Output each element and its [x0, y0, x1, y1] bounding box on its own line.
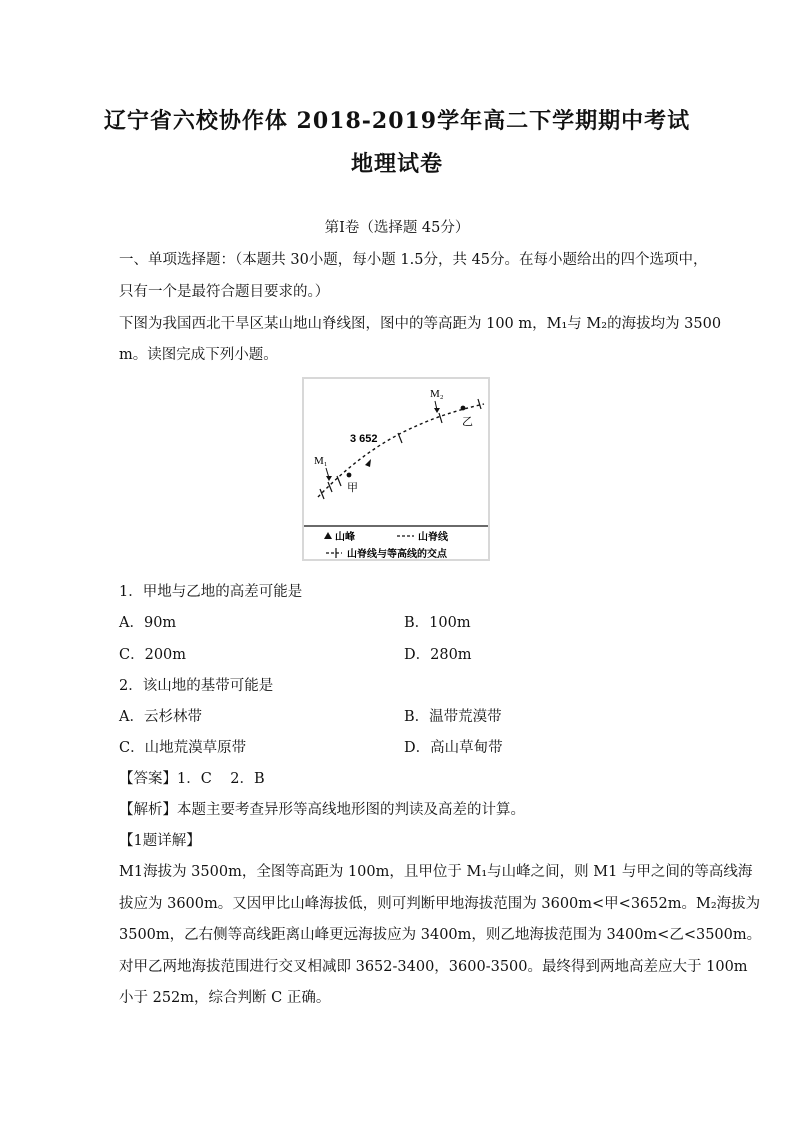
volume-heading: 第Ⅰ卷（选择题 45分）: [324, 220, 470, 236]
document-subtitle: 地理试卷: [350, 151, 443, 177]
point-jia: [347, 473, 352, 478]
detail-line-5: 小于 252m，综合判断 C 正确。: [119, 990, 331, 1006]
question-2-text: 2．该山地的基带可能是: [119, 678, 274, 694]
ridge-line-figure: [302, 377, 490, 561]
detail-heading: 【1题详解】: [119, 833, 201, 849]
detail-line-3: 3500m，乙右侧等高线距离山峰更远海拔应为 3400m，则乙地海拔范围为 3400m<乙<3500m。: [119, 927, 762, 943]
yi-label: 乙: [462, 415, 473, 428]
intersection-mark: [478, 399, 481, 409]
instructions-line-1: 一、单项选择题：（本题共 30小题，每小题 1.5分，共 45分。在每小题给出的四个选项中，: [119, 252, 708, 268]
answer-line: 【答案】1．C 2．B: [119, 771, 265, 787]
question-1-option-b: B．100m: [404, 615, 471, 631]
question-1-text: 1．甲地与乙地的高差可能是: [119, 584, 303, 600]
ridge-line: [318, 404, 484, 497]
question-1-option-c: C．200m: [119, 647, 187, 663]
point-yi: [461, 406, 466, 411]
document-title: 辽宁省六校协作体 2018-2019学年高二下学期期中考试: [103, 108, 691, 134]
ridge-line-map: [304, 379, 488, 559]
question-2-option-c: C．山地荒漠草原带: [119, 740, 247, 756]
analysis-line: 【解析】本题主要考查异形等高线地形图的判读及高差的计算。: [119, 802, 525, 818]
legend-peak-label: 山峰: [335, 532, 355, 543]
jia-label: 甲: [347, 481, 358, 494]
intersection-mark: [439, 413, 442, 423]
detail-line-2: 拔应为 3600m。又因甲比山峰海拔低，则可判断甲地海拔范围为 3600m<甲<3652m。M₂海拔为: [119, 896, 761, 912]
intersection-mark: [398, 433, 402, 443]
question-1-option-d: D．280m: [404, 647, 472, 663]
legend-intersection-label: 山脊线与等高线的交点: [347, 549, 447, 559]
legend-peak-icon: [324, 532, 332, 539]
question-2-option-a: A．云杉林带: [119, 709, 202, 725]
m1-arrow-head: [326, 476, 332, 481]
peak-icon: [365, 459, 371, 467]
m2-label: M₂: [430, 388, 444, 400]
intersection-mark: [337, 476, 341, 486]
m2-arrow-head: [434, 408, 440, 413]
legend-ridge-label: 山脊线: [418, 532, 448, 543]
detail-line-1: M1海拔为 3500m，全图等高距为 100m，且甲位于 M₁与山峰之间，则 M1 与甲之间的等高线海: [119, 864, 753, 880]
question-2-option-d: D．高山草甸带: [404, 740, 503, 756]
question-2-option-b: B．温带荒漠带: [404, 709, 502, 725]
peak-height-label: 3 652: [350, 433, 378, 445]
detail-line-4: 对甲乙两地海拔范围进行交叉相减即 3652-3400，3600-3500。最终得到两地高差应大于 100m: [119, 959, 748, 975]
question-stem-line-2: m。读图完成下列小题。: [119, 347, 278, 363]
question-stem-line-1: 下图为我国西北干旱区某山地山脊线图，图中的等高距为 100 m，M₁与 M₂的海拔均为 3500: [119, 316, 722, 332]
question-1-option-a: A．90m: [119, 615, 177, 631]
m1-label: M₁: [314, 455, 328, 467]
instructions-line-2: 只有一个是最符合题目要求的。）: [119, 284, 330, 300]
